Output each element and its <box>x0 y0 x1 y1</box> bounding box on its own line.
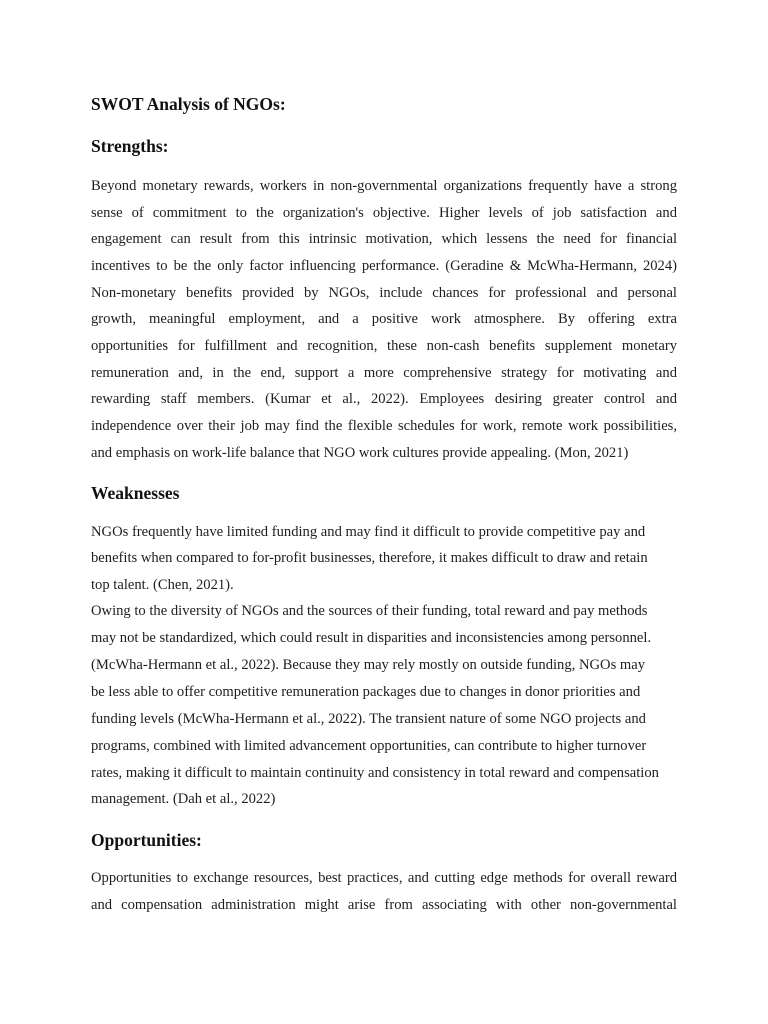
text-line: programs, combined with limited advancement opportunities, can contribute to higher turnover <box>91 738 647 754</box>
text-line: management. (Dah et al., 2022) <box>91 791 276 807</box>
text-line: growth, meaningful employment, and a positive work atmosphere. By offering extra <box>91 311 677 327</box>
text-line: remuneration and, in the end, support a more comprehensive strategy for motivating and <box>91 365 677 381</box>
text-line: and compensation administration might arise from associating with other non-governmental <box>91 897 677 913</box>
text-line: funding levels (McWha-Hermann et al., 2022). The transient nature of some NGO projects and <box>91 711 646 727</box>
text-line: rates, making it difficult to maintain continuity and consistency in total reward and compensation <box>91 765 659 781</box>
text-line: benefits when compared to for-profit businesses, therefore, it makes difficult to draw and retain <box>91 550 648 566</box>
text-line: independence over their job may find the flexible schedules for work, remote work possibilities, <box>91 418 677 434</box>
text-line: Owing to the diversity of NGOs and the sources of their funding, total reward and pay methods <box>91 603 648 619</box>
text-line: be less able to offer competitive remuneration packages due to changes in donor priorities and <box>91 684 641 700</box>
text-line: and emphasis on work-life balance that NGO work cultures provide appealing. (Mon, 2021) <box>91 445 629 461</box>
text-line: top talent. (Chen, 2021). <box>91 577 234 593</box>
text-line: Beyond monetary rewards, workers in non-governmental organizations frequently have a strong <box>91 178 677 194</box>
text-line: (McWha-Hermann et al., 2022). Because they may rely mostly on outside funding, NGOs may <box>91 657 646 673</box>
text-line: opportunities for fulfillment and recognition, these non-cash benefits supplement monetary <box>91 338 677 354</box>
section-heading-opportunities: Opportunities: <box>91 830 202 850</box>
section-heading-weaknesses: Weaknesses <box>91 483 180 503</box>
text-line: may not be standardized, which could result in disparities and inconsistencies among personnel. <box>91 630 652 646</box>
text-line: incentives to be the only factor influencing performance. (Geradine & McWha-Hermann, 2024) <box>91 258 677 274</box>
text-line: sense of commitment to the organization's objective. Higher levels of job satisfaction and <box>91 205 677 221</box>
text-line: NGOs frequently have limited funding and may find it difficult to provide competitive pay and <box>91 524 646 540</box>
text-line: Opportunities to exchange resources, best practices, and cutting edge methods for overall reward <box>91 870 677 886</box>
text-line: engagement can result from this intrinsic motivation, which lessens the need for financial <box>91 231 677 247</box>
text-line: rewarding staff members. (Kumar et al., 2022). Employees desiring greater control and <box>91 391 677 407</box>
document-title: SWOT Analysis of NGOs: <box>91 94 286 114</box>
section-heading-strengths: Strengths: <box>91 136 169 156</box>
text-line: Non-monetary benefits provided by NGOs, include chances for professional and personal <box>91 285 677 301</box>
